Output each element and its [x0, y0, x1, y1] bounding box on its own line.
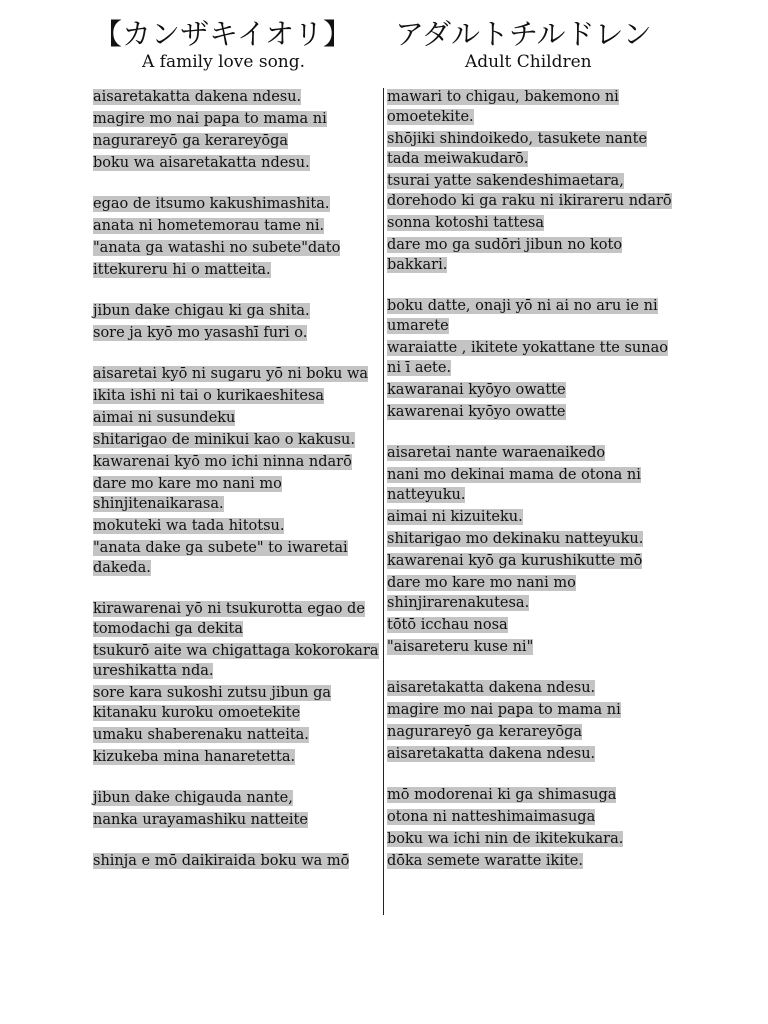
- stanza: [93, 87, 381, 173]
- lyric-row: [93, 364, 381, 384]
- lyric-line: nagurareyō ga kerareyōga: [93, 133, 289, 149]
- lyric-row: [93, 599, 381, 639]
- left-subtitle: A family love song.: [142, 52, 306, 72]
- lyric-line: ittekureru hi o matteita.: [93, 262, 271, 278]
- lyric-line: aisaretakatta dakena ndesu.: [387, 746, 596, 762]
- lyric-row: [93, 323, 381, 343]
- lyric-row: [93, 109, 381, 129]
- stanza: [93, 788, 381, 830]
- lyric-row: [93, 851, 381, 871]
- lyric-row: [93, 238, 381, 258]
- lyric-line: kawarenai kyō mo ichi ninna ndarō: [93, 454, 352, 470]
- stanza: [387, 296, 672, 422]
- lyric-row: [387, 171, 672, 211]
- lyric-row: [387, 851, 672, 871]
- lyric-row: [93, 641, 381, 681]
- lyric-row: [387, 129, 672, 169]
- lyric-line: dōka semete waratte ikite.: [387, 853, 583, 869]
- lyric-line: boku wa ichi nin de ikitekukara.: [387, 831, 624, 847]
- stanza: [387, 785, 672, 871]
- lyric-row: [93, 810, 381, 830]
- lyric-line: kawaranai kyōyo owatte: [387, 382, 566, 398]
- lyric-line: sore ja kyō mo yasashī furi o.: [93, 325, 308, 341]
- lyric-row: [93, 516, 381, 536]
- lyric-line: aisaretakatta dakena ndesu.: [387, 680, 596, 696]
- column-divider: [383, 88, 384, 915]
- stanza: [93, 599, 381, 767]
- lyric-row: [387, 87, 672, 127]
- lyric-row: [387, 615, 672, 635]
- lyric-row: [93, 194, 381, 214]
- lyric-line: dare mo kare mo nani mo shinjirarenakutesa.: [387, 575, 576, 611]
- lyric-row: [387, 700, 672, 720]
- lyric-line: aisaretai nante waraenaikedo: [387, 445, 606, 461]
- lyric-row: [387, 722, 672, 742]
- lyric-line: aisaretakatta dakena ndesu.: [93, 89, 302, 105]
- lyric-row: [387, 443, 672, 463]
- lyric-line: aimai ni susundeku: [93, 410, 236, 426]
- lyric-line: kawarenai kyō ga kurushikutte mō: [387, 553, 643, 569]
- lyric-line: magire mo nai papa to mama ni: [93, 111, 327, 127]
- lyric-row: [93, 452, 381, 472]
- lyric-line: kawarenai kyōyo owatte: [387, 404, 566, 420]
- lyrics-left-column: [93, 87, 381, 873]
- stanza: [387, 678, 672, 764]
- stanza: [93, 194, 381, 280]
- lyric-line: sonna kotoshi tattesa: [387, 215, 544, 231]
- lyric-line: sore kara sukoshi zutsu jibun ga kitanaku kuroku omoetekite: [93, 685, 332, 721]
- lyric-line: anata ni hometemorau tame ni.: [93, 218, 325, 234]
- lyric-row: [93, 260, 381, 280]
- lyric-line: jibun dake chigauda nante,: [93, 790, 293, 806]
- lyric-line: dare mo ga sudōri jibun no koto bakkari.: [387, 237, 623, 273]
- lyric-row: [93, 788, 381, 808]
- right-subtitle: Adult Children: [465, 52, 592, 72]
- lyric-line: nagurareyō ga kerareyōga: [387, 724, 583, 740]
- lyric-row: [93, 153, 381, 173]
- lyric-line: tsukurō aite wa chigattaga kokorokara ureshikatta nda.: [93, 643, 379, 679]
- right-title: アダルトチルドレン: [395, 17, 652, 51]
- lyric-line: nanka urayamashiku natteite: [93, 812, 308, 828]
- lyric-row: [387, 338, 672, 378]
- lyric-row: [387, 213, 672, 233]
- lyric-line: waraiatte , ikitete yokattane tte sunao ni ī aete.: [387, 340, 668, 376]
- lyric-line: mō modorenai ki ga shimasuga: [387, 787, 617, 803]
- lyric-line: mokuteki wa tada hitotsu.: [93, 518, 285, 534]
- lyric-row: [387, 785, 672, 805]
- lyric-line: jibun dake chigau ki ga shita.: [93, 303, 310, 319]
- lyric-row: [387, 380, 672, 400]
- lyrics-right-column: [387, 87, 672, 873]
- lyric-row: [93, 87, 381, 107]
- lyric-row: [93, 538, 381, 578]
- lyric-line: nani mo dekinai mama de otona ni natteyuku.: [387, 467, 641, 503]
- stanza: [93, 851, 381, 871]
- lyric-line: aisaretai kyō ni sugaru yō ni boku wa: [93, 366, 369, 382]
- lyric-row: [93, 725, 381, 745]
- lyric-line: shitarigao de minikui kao o kakusu.: [93, 432, 355, 448]
- stanza: [387, 443, 672, 657]
- lyric-line: aimai ni kizuiteku.: [387, 509, 523, 525]
- lyric-row: [387, 402, 672, 422]
- lyric-row: [93, 386, 381, 406]
- lyric-row: [387, 551, 672, 571]
- lyric-line: dare mo kare mo nani mo shinjitenaikarasa.: [93, 476, 282, 512]
- lyric-line: "aisareteru kuse ni": [387, 639, 534, 655]
- lyric-row: [387, 807, 672, 827]
- lyric-line: magire mo nai papa to mama ni: [387, 702, 621, 718]
- lyric-row: [93, 408, 381, 428]
- lyric-line: egao de itsumo kakushimashita.: [93, 196, 330, 212]
- lyric-row: [93, 683, 381, 723]
- lyric-line: shitarigao mo dekinaku natteyuku.: [387, 531, 644, 547]
- lyric-row: [387, 744, 672, 764]
- lyric-line: kizukeba mina hanaretetta.: [93, 749, 296, 765]
- lyric-row: [93, 430, 381, 450]
- lyric-row: [93, 301, 381, 321]
- lyric-line: ikita ishi ni tai o kurikaeshitesa: [93, 388, 325, 404]
- lyric-line: umaku shaberenaku natteita.: [93, 727, 309, 743]
- lyric-row: [93, 216, 381, 236]
- stanza: [93, 364, 381, 578]
- lyric-row: [387, 235, 672, 275]
- lyric-row: [93, 131, 381, 151]
- lyric-line: kirawarenai yō ni tsukurotta egao de tomodachi ga dekita: [93, 601, 365, 637]
- lyric-row: [93, 474, 381, 514]
- lyric-line: otona ni natteshimaimasuga: [387, 809, 596, 825]
- left-title: 【カンザキイオリ】: [93, 17, 352, 51]
- lyric-line: shōjiki shindoikedo, tasukete nante tada meiwakudarō.: [387, 131, 648, 167]
- lyric-row: [93, 747, 381, 767]
- stanza: [387, 87, 672, 275]
- lyric-line: tōtō icchau nosa: [387, 617, 508, 633]
- lyric-line: shinja e mō daikiraida boku wa mō: [93, 853, 350, 869]
- lyric-line: "anata ga watashi no subete"dato: [93, 240, 341, 256]
- lyric-row: [387, 678, 672, 698]
- lyric-line: boku datte, onaji yō ni ai no aru ie ni umarete: [387, 298, 658, 334]
- lyric-row: [387, 637, 672, 657]
- lyric-line: mawari to chigau, bakemono ni omoetekite.: [387, 89, 619, 125]
- lyric-row: [387, 573, 672, 613]
- lyric-row: [387, 465, 672, 505]
- lyric-row: [387, 529, 672, 549]
- stanza: [93, 301, 381, 343]
- lyric-line: "anata dake ga subete" to iwaretai dakeda.: [93, 540, 348, 576]
- lyric-row: [387, 296, 672, 336]
- lyric-line: tsurai yatte sakendeshimaetara, dorehodo ki ga raku ni ikirareru ndarō: [387, 173, 672, 209]
- lyric-row: [387, 829, 672, 849]
- lyric-line: boku wa aisaretakatta ndesu.: [93, 155, 310, 171]
- lyric-row: [387, 507, 672, 527]
